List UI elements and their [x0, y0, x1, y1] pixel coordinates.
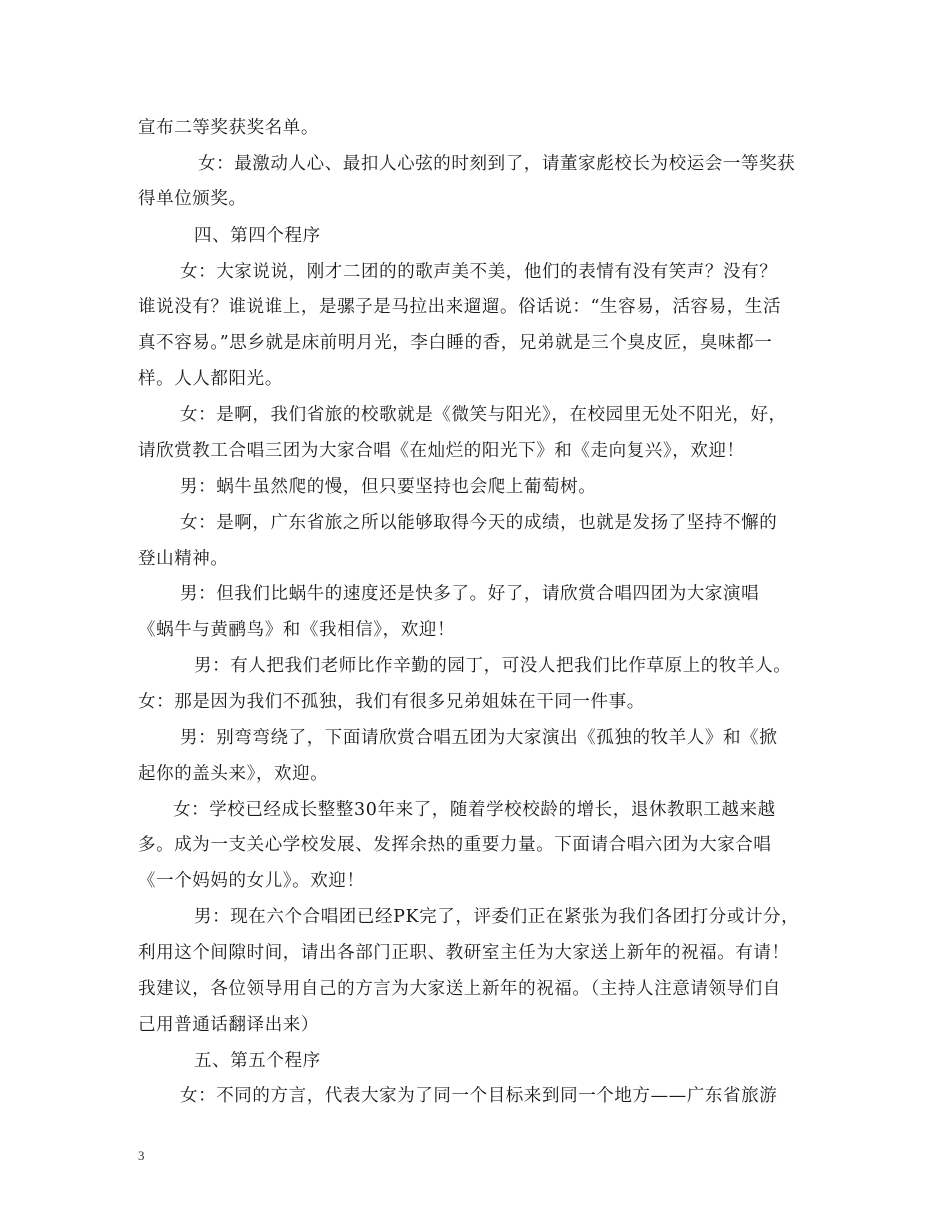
text-line: 请欣赏教工合唱三团为大家合唱《在灿烂的阳光下》和《走向复兴》，欢迎！: [138, 441, 745, 461]
text-line: 女：是啊，我们省旅的校歌就是《微笑与阳光》，在校园里无处不阳光，好，: [180, 405, 787, 425]
text-line: 谁说没有？谁说谁上，是骡子是马拉出来遛遛。俗话说：“生容易，活容易，生活: [138, 297, 782, 317]
text-line: 多。成为一支关心学校发展、发挥余热的重要力量。下面请合唱六团为大家合唱: [138, 835, 772, 855]
text-line: 女：学校已经成长整整30年来了，随着学校校龄的增长，退休教职工越来越: [173, 800, 776, 820]
text-line: 男：现在六个合唱团已经PK完了，评委们正在紧张为我们各团打分或计分，: [194, 907, 800, 927]
text-line: 男：但我们比蜗牛的速度还是快多了。好了，请欣赏合唱四团为大家演唱: [180, 584, 760, 604]
text-line: 《蜗牛与黄鹂鸟》和《我相信》，欢迎！: [138, 620, 456, 640]
text-line: 男：有人把我们老师比作辛勤的园丁，可没人把我们比作草原上的牧羊人。: [194, 656, 792, 676]
text-line: 男：蜗牛虽然爬的慢，但只要坚持也会爬上葡萄树。: [180, 477, 597, 497]
text-line: 起你的盖头来》，欢迎。: [138, 764, 329, 784]
page-number: 3: [138, 1148, 145, 1163]
text-line: 得单位颁奖。: [138, 189, 247, 209]
text-line: 男：别弯弯绕了，下面请欣赏合唱五团为大家演出《孤独的牧羊人》和《掀: [180, 728, 778, 748]
text-line: 女：那是因为我们不孤独，我们有很多兄弟姐妹在干同一件事。: [138, 692, 645, 712]
text-line: 女：是啊，广东省旅之所以能够取得今天的成绩，也就是发扬了坚持不懈的: [180, 513, 778, 533]
text-line: 利用这个间隙时间，请出各部门正职、教研室主任为大家送上新年的祝福。有请！: [138, 943, 790, 963]
text-line: 女：不同的方言，代表大家为了同一个目标来到同一个地方——广东省旅游: [180, 1086, 778, 1106]
text-line: 登山精神。: [138, 549, 229, 569]
text-line: 真不容易。”思乡就是床前明月光，李白睡的香，兄弟就是三个臭皮匠，臭味都一: [138, 333, 773, 353]
text-line: 女：大家说说，刚才二团的的歌声美不美，他们的表情有没有笑声？没有？: [180, 262, 778, 282]
text-line: 己用普通话翻译出来）: [138, 1015, 319, 1035]
text-line: 女：最激动人心、最扣人心弦的时刻到了，请董家彪校长为校运会一等奖获: [198, 154, 796, 174]
section-heading: 五、第五个程序: [194, 1051, 321, 1071]
text-line: 《一个妈妈的女儿》。欢迎！: [138, 871, 365, 891]
section-heading: 四、第四个程序: [194, 226, 321, 246]
text-line: 宣布二等奖获奖名单。: [138, 118, 319, 138]
text-line: 样。人人都阳光。: [138, 369, 283, 389]
text-line: 我建议，各位领导用自己的方言为大家送上新年的祝福。（主持人注意请领导们自: [138, 979, 781, 999]
